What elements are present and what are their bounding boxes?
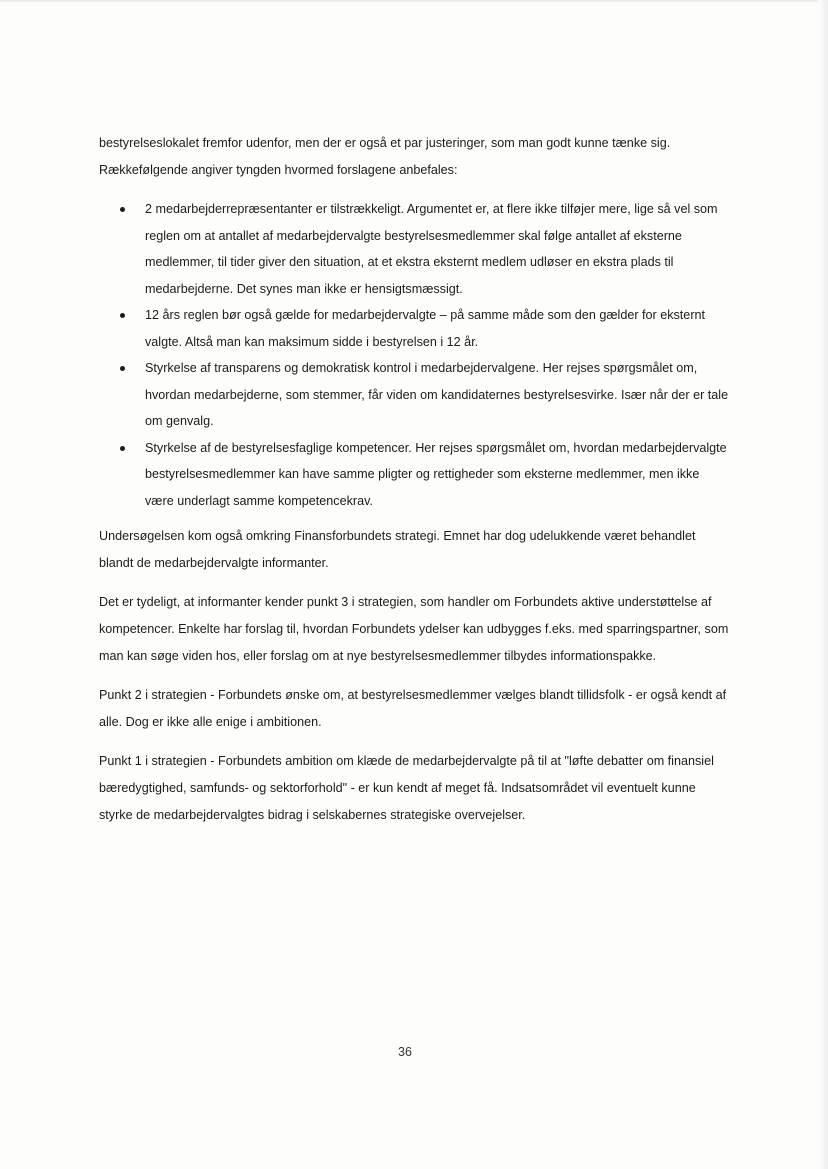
- list-item: [99, 435, 729, 515]
- scan-right-edge: [818, 0, 828, 1169]
- body-paragraph: Det er tydeligt, at informanter kender punkt 3 i strategien, som handler om Forbundets aktive understøttelse af kompetencer. Enkelte har forslag til, hvordan Forbundets ydelser kan udbygges f.eks. med sparringspartner, som man kan søge viden hos, eller forslag om at nye bestyrelsesmedlemmer tilbydes informationspakke.: [99, 595, 729, 663]
- body-paragraph: Undersøgelsen kom også omkring Finansforbundets strategi. Emnet har dog udelukkende været behandlet blandt de medarbejdervalgte informanter.: [99, 529, 696, 570]
- bullet-icon: [120, 207, 125, 212]
- list-item-text: Styrkelse af transparens og demokratisk kontrol i medarbejdervalgene. Her rejses spørgsmålet om, hvordan medarbejderne, som stemmer, får viden om kandidaternes bestyrelsesvirke. Især når der er tale om genvalg.: [145, 361, 729, 428]
- list-item: [99, 355, 729, 435]
- bullet-icon: [120, 446, 125, 451]
- recommendation-list: [99, 196, 729, 514]
- page-number: 36: [398, 1045, 412, 1059]
- list-item: [99, 196, 729, 302]
- body-paragraph: Punkt 2 i strategien - Forbundets ønske om, at bestyrelsesmedlemmer vælges blandt tillidsfolk - er også kendt af alle. Dog er ikke alle enige i ambitionen.: [99, 688, 727, 729]
- list-item: [99, 302, 729, 355]
- list-item-text: Styrkelse af de bestyrelsesfaglige kompetencer. Her rejses spørgsmålet om, hvordan medarbejdervalgte bestyrelsesmedlemmer kan have samme pligter og rettigheder som eksterne medlemmer, men ikke være underlagt samme kompetencekrav.: [145, 440, 727, 508]
- bullet-icon: [120, 313, 125, 318]
- list-item-text: 12 års reglen bør også gælde for medarbejdervalgte – på samme måde som den gælder for eksternt valgte. Altså man kan maksimum sidde i bestyrelsen i 12 år.: [145, 308, 706, 349]
- page-body: [99, 130, 729, 829]
- body-paragraph: bestyrelseslokalet fremfor udenfor, men der er også et par justeringer, som man godt kunne tænke sig.: [99, 136, 671, 150]
- body-paragraph: Punkt 1 i strategien - Forbundets ambition om klæde de medarbejdervalgte på til at "løfte debatter om finansiel bæredygtighed, samfunds- og sektorforhold" - er kun kendt af meget få. Indsatsområdet vil eventuelt kunne styrke de medarbejdervalgtes bidrag i selskabernes strategiske overvejelser.: [99, 754, 714, 822]
- list-item-text: 2 medarbejderrepræsentanter er tilstrækkeligt. Argumentet er, at flere ikke tilføjer mere, lige så vel som reglen om at antallet af medarbejdervalgte bestyrelsesmedlemmer skal følge antallet af eksterne medlemmer, til tider giver den situation, at et ekstra eksternt medlem udløser en ekstra plads til medarbejderne. Det synes man ikke er hensigtsmæssigt.: [145, 202, 718, 296]
- body-paragraph: Rækkefølgende angiver tyngden hvormed forslagene anbefales:: [99, 163, 458, 177]
- scan-top-edge: [0, 0, 828, 3]
- bullet-icon: [120, 366, 125, 371]
